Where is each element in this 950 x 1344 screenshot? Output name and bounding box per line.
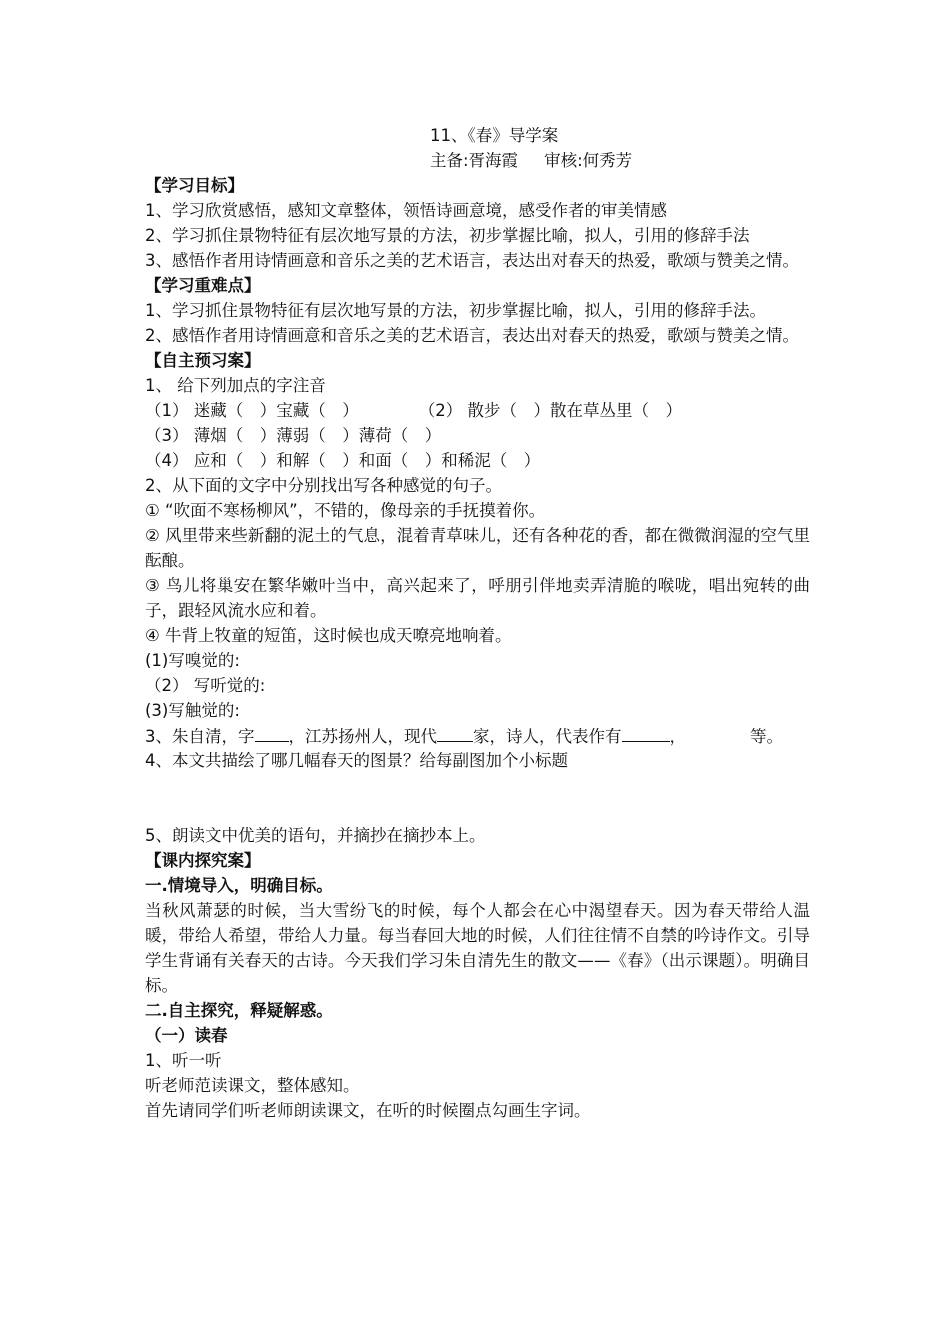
blank-courtesy-name[interactable] bbox=[255, 723, 289, 742]
pinyin-row-2: （3） 薄烟（ ）薄弱（ ）薄荷（ ） bbox=[145, 426, 442, 445]
preview-heading: 【自主预习案】 bbox=[145, 351, 261, 370]
pinyin-row-3: （4） 应和（ ）和解（ ）和面（ ）和稀泥（ ） bbox=[145, 451, 541, 470]
answer-hearing: （2） 写听觉的: bbox=[145, 676, 266, 695]
question-2: 2、从下面的文字中分别找出写各种感觉的句子。 bbox=[145, 476, 502, 495]
goals-heading: 【学习目标】 bbox=[145, 176, 244, 195]
goal-item-3: 3、感悟作者用诗情画意和音乐之美的艺术语言，表达出对春天的热爱，歌颂与赞美之情。 bbox=[145, 251, 799, 270]
sentence-2: ② 风里带来些新翻的泥土的气息，混着青草味儿，还有各种花的香，都在微微润湿的空气里酝酿。 bbox=[145, 526, 810, 570]
pinyin-row-1 bbox=[145, 398, 810, 423]
keypoint-item-1: 1、学习抓住景物特征有层次地写景的方法，初步掌握比喻，拟人，引用的修辞手法。 bbox=[145, 301, 766, 320]
answer-touch: (3)写触觉的: bbox=[145, 701, 240, 720]
question-3-part-d: ， bbox=[669, 727, 686, 746]
pinyin-row-1-right: （2） 散步（ ）散在草丛里（ ） bbox=[418, 401, 682, 420]
keypoint-item-2: 2、感悟作者用诗情画意和音乐之美的艺术语言，表达出对春天的热爱，歌颂与赞美之情。 bbox=[145, 326, 799, 345]
author-line bbox=[145, 148, 810, 173]
section-2-title: 二.自主探究，释疑解惑。 bbox=[145, 1001, 333, 1020]
question-3-part-b: ，江苏扬州人，现代 bbox=[288, 727, 437, 746]
keypoints-heading: 【学习重难点】 bbox=[145, 276, 261, 295]
goal-item-1: 1、学习欣赏感悟，感知文章整体，领悟诗画意境，感受作者的审美情感 bbox=[145, 201, 667, 220]
question-4: 4、本文共描绘了哪几幅春天的图景？给每副图加个小标题 bbox=[145, 751, 568, 770]
pinyin-row-1-left: （1） 迷藏（ ）宝藏（ ） bbox=[145, 401, 359, 420]
question-3 bbox=[145, 723, 810, 748]
section-1-title: 一.情境导入，明确目标。 bbox=[145, 876, 333, 895]
blank-work[interactable] bbox=[622, 723, 670, 742]
sentence-1: ① “吹面不寒杨柳风”，不错的，像母亲的手抚摸着你。 bbox=[145, 501, 546, 520]
blank-profession[interactable] bbox=[437, 723, 473, 742]
explore-heading: 【课内探究案】 bbox=[145, 851, 261, 870]
answer-smell: (1)写嗅觉的: bbox=[145, 651, 240, 670]
sentence-4: ④ 牛背上牧童的短笛，这时候也成天嘹亮地响着。 bbox=[145, 626, 512, 645]
question-3-part-a: 3、朱自清，字 bbox=[145, 727, 255, 746]
question-3-part-c: 家，诗人，代表作有 bbox=[473, 727, 622, 746]
document-content bbox=[145, 123, 810, 1123]
subsection-read: （一）读春 bbox=[145, 1026, 228, 1045]
step-listen-detail-2: 首先请同学们听老师朗读课文，在听的时候圈点勾画生字词。 bbox=[145, 1101, 591, 1120]
reviewer-name: 审核:何秀芳 bbox=[544, 151, 633, 170]
question-3-part-e: 等。 bbox=[750, 727, 783, 746]
intro-paragraph: 当秋风萧瑟的时候，当大雪纷飞的时候，每个人都会在心中渴望春天。因为春天带给人温暖，带给人希望，带给人力量。每当春回大地的时候，人们往往情不自禁的吟诗作文。引导学生背诵有关春天的古诗。今天我们学习朱自清先生的散文——《春》（出示课题）。明确目标。 bbox=[145, 901, 810, 995]
question-1: 1、 给下列加点的字注音 bbox=[145, 376, 326, 395]
step-listen-detail-1: 听老师范读课文，整体感知。 bbox=[145, 1076, 360, 1095]
step-listen: 1、听一听 bbox=[145, 1051, 222, 1070]
sentence-3: ③ 鸟儿将巢安在繁华嫩叶当中，高兴起来了，呼朋引伴地卖弄清脆的喉咙，唱出宛转的曲子，跟轻风流水应和着。 bbox=[145, 576, 810, 620]
goal-item-2: 2、学习抓住景物特征有层次地写景的方法，初步掌握比喻，拟人，引用的修辞手法 bbox=[145, 226, 750, 245]
question-5: 5、朗读文中优美的语句，并摘抄在摘抄本上。 bbox=[145, 826, 486, 845]
answer-space bbox=[145, 773, 810, 823]
author-name: 主备:胥海霞 bbox=[430, 151, 519, 170]
document-title: 11、《春》导学案 bbox=[430, 126, 559, 145]
